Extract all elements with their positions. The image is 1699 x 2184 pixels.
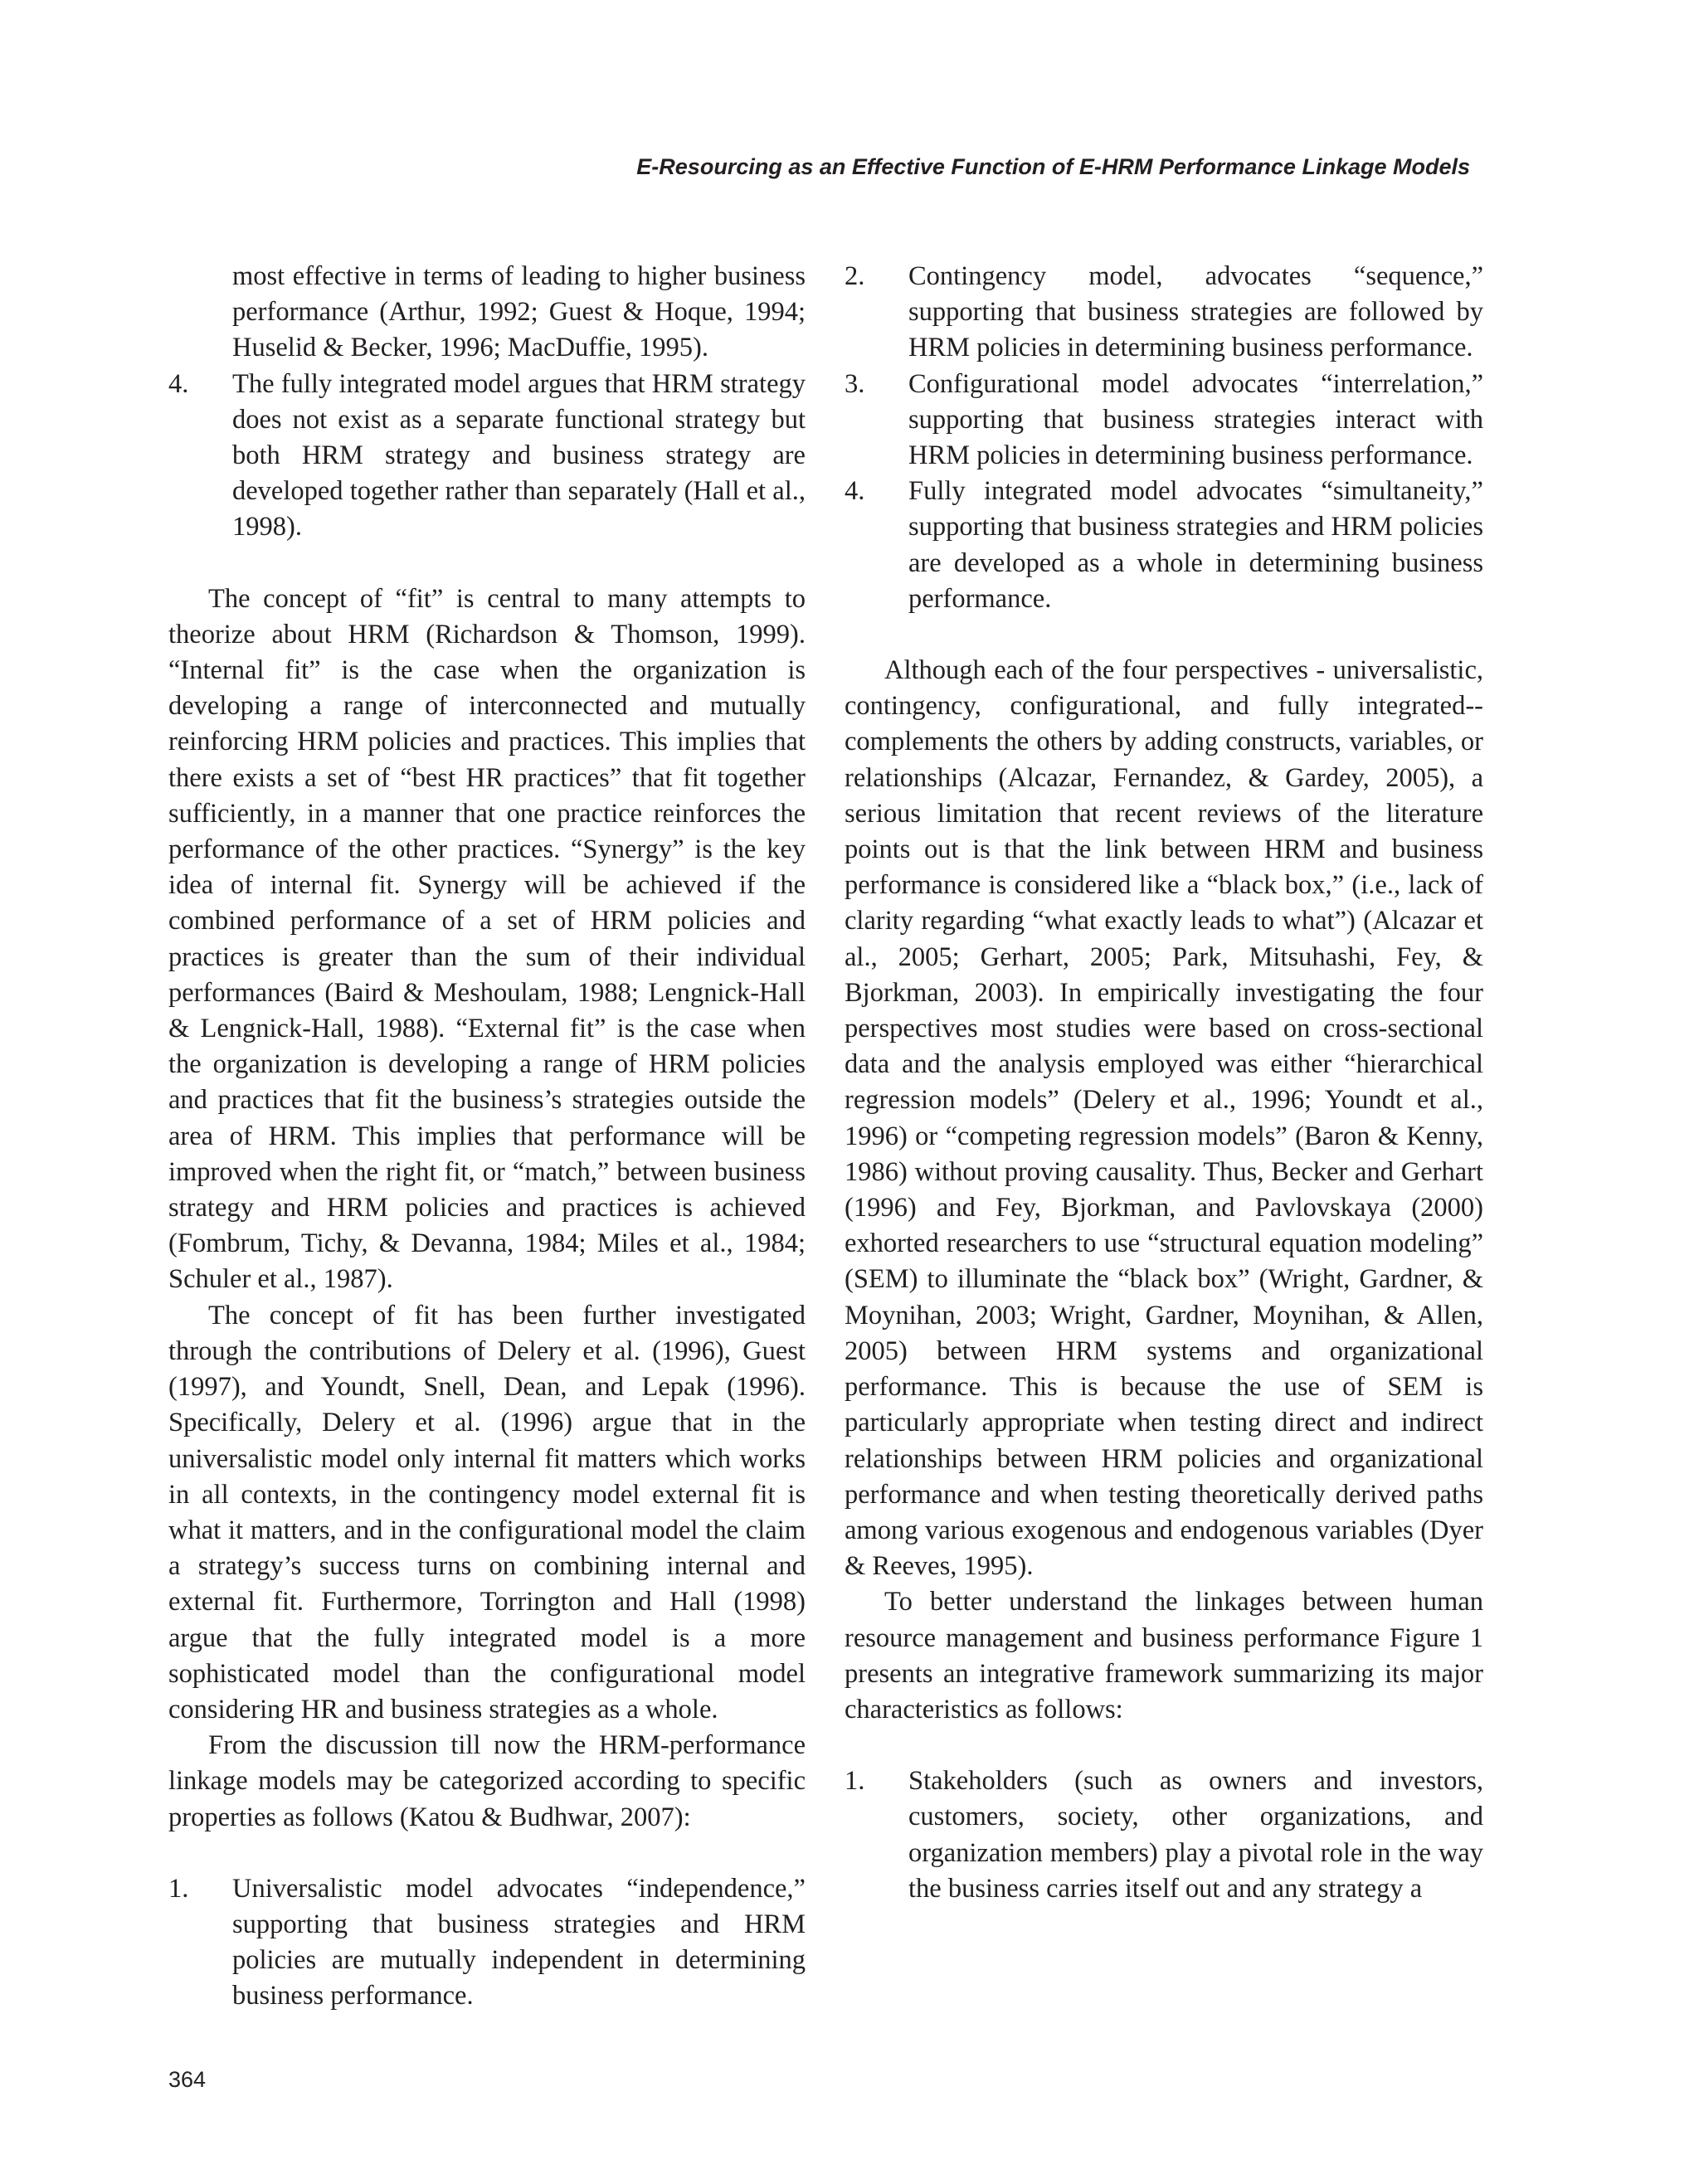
list-item <box>845 1763 1483 1907</box>
left-column <box>168 259 806 2015</box>
list-text: Contingency model, advocates “sequence,” supporting that business strategies are followed by HRM policies in determining business performance. <box>908 261 1483 363</box>
list-item <box>168 1871 806 2015</box>
paragraph: The concept of fit has been further investigated through the contributions of Delery et al. (1996), Guest (1997), and Youndt, Snell, Dean, and Lepak (1996). Specifically, Delery et al. (1996) argue that in the universalistic model only internal fit matters which works in all contexts, in the contingency model external fit is what it matters, and in the configurational model the claim a strategy’s success turns on combining internal and external fit. Furthermore, Torrington and Hall (1998) argue that the fully integrated model is a more sophisticated model than the configurational model considering HR and business strategies as a whole. <box>168 1300 806 1724</box>
list-item <box>845 474 1483 617</box>
list-text: Fully integrated model advocates “simultaneity,” supporting that business strategies and HRM policies are developed as a whole in determining business performance. <box>908 476 1483 614</box>
list-item <box>845 367 1483 474</box>
page-number: 364 <box>168 2067 207 2092</box>
paragraph: From the discussion till now the HRM-performance linkage models may be categorized according to specific properties as follows (Katou & Budhwar, 2007): <box>168 1730 806 1832</box>
list-item-3-continuation: most effective in terms of leading to higher business performance (Arthur, 1992; Guest & Hoque, 1994; Huselid & Becker, 1996; MacDuffie, 1995). <box>232 261 806 363</box>
list-item <box>845 259 1483 367</box>
list-number: 1. <box>168 1873 189 1904</box>
list-number: 2. <box>845 261 865 291</box>
list-number: 4. <box>168 368 189 399</box>
list-number: 3. <box>845 368 865 399</box>
running-header: E-Resourcing as an Effective Function of E-HRM Performance Linkage Models <box>636 154 1470 179</box>
paragraph: To better understand the linkages between human resource management and business performance Figure 1 presents an integrative framework summarizing its major characteristics as follows: <box>845 1587 1483 1724</box>
paragraph: The concept of “fit” is central to many attempts to theorize about HRM (Richardson & Thomson, 1999). “Internal fit” is the case when the organization is developing a range of interconnected and mutually reinforcing HRM policies and practices. This implies that there exists a set of “best HR practices” that fit together sufficiently, in a manner that one practice reinforces the performance of the other practices. “Synergy” is the key idea of internal fit. Synergy will be achieved if the combined performance of a set of HRM policies and practices is greater than the sum of their individual performances (Baird & Meshoulam, 1988; Lengnick-Hall & Lengnick-Hall, 1988). “External fit” is the case when the organization is developing a range of HRM policies and practices that fit the business’s strategies outside the area of HRM. This implies that performance will be improved when the right fit, or “match,” between business strategy and HRM policies and practices is achieved (Fombrum, Tichy, & Devanna, 1984; Miles et al., 1984; Schuler et al., 1987). <box>168 583 806 1295</box>
list-text: Universalistic model advocates “independence,” supporting that business strategies and HRM policies are mutually independent in determining business performance. <box>232 1873 806 2011</box>
list-item <box>168 367 806 546</box>
list-text: Stakeholders (such as owners and investors, customers, society, other organizations, and organization members) play a pivotal role in the way the business carries itself out and any strategy a <box>908 1766 1483 1904</box>
list-text: Configurational model advocates “interrelation,” supporting that business strategies interact with HRM policies in determining business performance. <box>908 368 1483 471</box>
list-text: The fully integrated model argues that HRM strategy does not exist as a separate functional strategy but both HRM strategy and business strategy are developed together rather than separately (Hall et al., 1998). <box>232 368 806 542</box>
list-number: 1. <box>845 1766 865 1797</box>
paragraph: Although each of the four perspectives - universalistic, contingency, configurational, and fully integrated--complements the others by adding constructs, variables, or relationships (Alcazar, Fernandez, & Gardey, 2005), a serious limitation that recent reviews of the literature points out is that the link between HRM and business performance is considered like a “black box,” (i.e., lack of clarity regarding “what exactly leads to what”) (Alcazar et al., 2005; Gerhart, 2005; Park, Mitsuhashi, Fey, & Bjorkman, 2003). In empirically investigating the four perspectives most studies were based on cross-sectional data and the analysis employed was either “hierarchical regression models” (Delery et al., 1996; Youndt et al., 1996) or “competing regression models” (Baron & Kenny, 1986) without proving causality. Thus, Becker and Gerhart (1996) and Fey, Bjorkman, and Pavlovskaya (2000) exhorted researchers to use “structural equation modeling” (SEM) to illuminate the “black box” (Wright, Gardner, & Moynihan, 2003; Wright, Gardner, Moynihan, & Allen, 2005) between HRM systems and organizational performance. This is because the use of SEM is particularly appropriate when testing direct and indirect relationships between HRM policies and organizational performance and when testing theoretically derived paths among various exogenous and endogenous variables (Dyer & Reeves, 1995). <box>845 655 1483 1582</box>
list-number: 4. <box>845 476 865 507</box>
right-column <box>845 259 1483 1907</box>
